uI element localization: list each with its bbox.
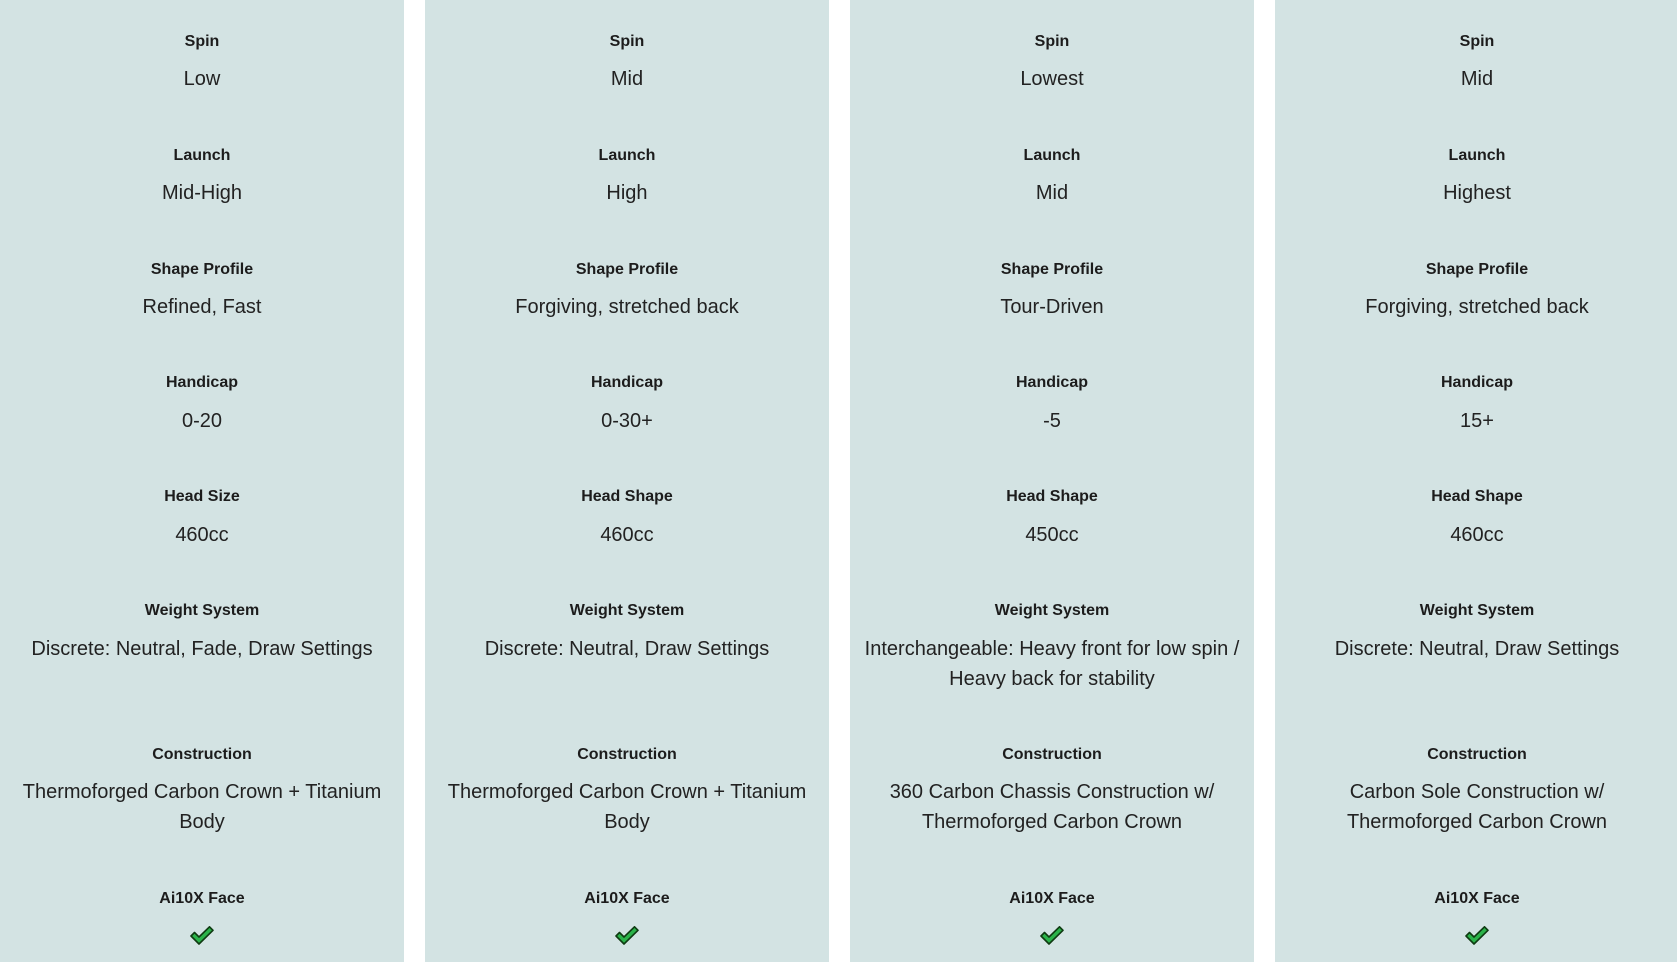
checkmark-icon [1040,926,1064,946]
shape-profile-label: Shape Profile [1000,261,1104,278]
weight-system-label: Weight System [1419,602,1535,619]
weight-system-value: Discrete: Neutral, Draw Settings [1334,638,1620,660]
spin-value: Lowest [1020,68,1084,90]
launch-label: Launch [598,147,656,164]
construction-value: Carbon Sole Construction w/ Thermoforged Carbon Crown [1346,781,1608,833]
shape-profile-value: Refined, Fast [142,296,262,318]
shape-profile-value: Tour-Driven [1000,296,1104,318]
construction-value: Thermoforged Carbon Crown + Titanium Body [22,781,382,833]
handicap-label: Handicap [1440,374,1513,391]
weight-system-label: Weight System [569,602,685,619]
handicap-value: 0-20 [181,410,223,432]
spec-column-2 [425,0,829,962]
face-label: Ai10X Face [159,890,245,907]
launch-value: Mid-High [161,182,243,204]
launch-value: Highest [1443,182,1511,204]
checkmark-icon [190,926,214,946]
checkmark-icon [615,926,639,946]
head-shape-label: Head Shape [1431,488,1523,505]
launch-label: Launch [1023,147,1081,164]
spin-value: Mid [1460,68,1494,90]
head-shape-value: 450cc [1025,524,1079,546]
shape-profile-value: Forgiving, stretched back [1365,296,1589,318]
spec-column-3 [850,0,1254,962]
construction-label: Construction [577,746,677,763]
spin-label: Spin [184,33,220,50]
weight-system-label: Weight System [994,602,1110,619]
head-size-label: Head Size [164,488,240,505]
shape-profile-value: Forgiving, stretched back [515,296,739,318]
spin-label: Spin [1459,33,1495,50]
face-label: Ai10X Face [584,890,670,907]
launch-value: Mid [1035,182,1069,204]
shape-profile-label: Shape Profile [1425,261,1529,278]
shape-profile-label: Shape Profile [575,261,679,278]
head-shape-value: 460cc [1450,524,1504,546]
construction-label: Construction [152,746,252,763]
handicap-label: Handicap [1015,374,1088,391]
spin-value: Low [183,68,221,90]
spec-column-1 [0,0,404,962]
launch-value: High [606,182,648,204]
construction-value: 360 Carbon Chassis Construction w/ Thermoforged Carbon Crown [889,781,1215,833]
handicap-value: 0-30+ [601,410,653,432]
weight-system-value: Interchangeable: Heavy front for low spin / Heavy back for stability [864,638,1240,690]
launch-label: Launch [173,147,231,164]
head-shape-label: Head Shape [581,488,673,505]
head-shape-label: Head Shape [1006,488,1098,505]
head-shape-value: 460cc [600,524,654,546]
weight-system-value: Discrete: Neutral, Draw Settings [484,638,770,660]
construction-label: Construction [1002,746,1102,763]
spin-label: Spin [609,33,645,50]
construction-value: Thermoforged Carbon Crown + Titanium Body [447,781,807,833]
spec-column-4 [1275,0,1677,962]
spin-label: Spin [1034,33,1070,50]
handicap-label: Handicap [165,374,238,391]
face-label: Ai10X Face [1434,890,1520,907]
checkmark-icon [1465,926,1489,946]
weight-system-label: Weight System [144,602,260,619]
weight-system-value: Discrete: Neutral, Fade, Draw Settings [31,638,373,660]
handicap-value: 15+ [1460,410,1494,432]
handicap-label: Handicap [590,374,663,391]
shape-profile-label: Shape Profile [150,261,254,278]
launch-label: Launch [1448,147,1506,164]
head-size-value: 460cc [175,524,229,546]
construction-label: Construction [1427,746,1527,763]
spin-value: Mid [610,68,644,90]
face-label: Ai10X Face [1009,890,1095,907]
handicap-value: -5 [1043,410,1061,432]
